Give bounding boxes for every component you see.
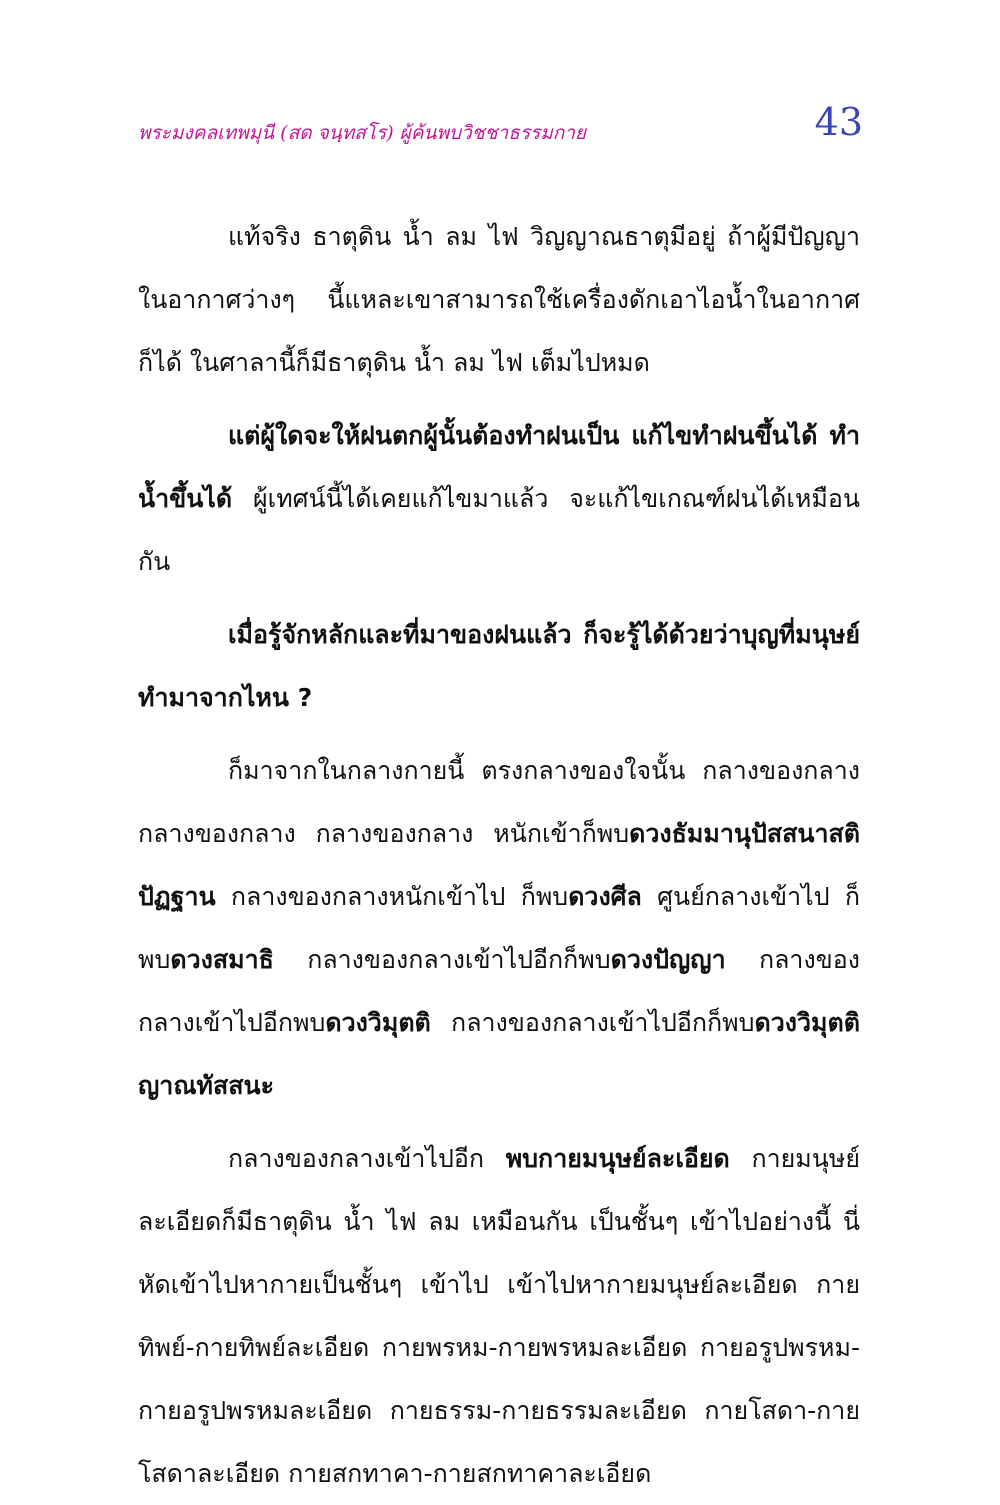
paragraph-text: กลางของกลางเข้าไปอีกก็พบ [430, 1008, 755, 1037]
bold-text: ดวงวิมุตติญาณทัสสนะ [138, 1008, 860, 1100]
page-body [138, 205, 860, 1505]
bold-text: แต่ผู้ใดจะให้ฝนตกผู้นั้นต้องทำฝนเป็น แก้ไขทำฝนขึ้นได้ ทำน้ำขึ้นได้ [138, 421, 860, 513]
paragraph-text: ผู้เทศน์นี้ได้เคยแก้ไขมาแล้ว จะแก้ไขเกณฑ์ฝนได้เหมือนกัน [138, 484, 860, 576]
paragraph-text: แท้จริง ธาตุดิน น้ำ ลม ไฟ วิญญาณธาตุมีอยู่ ถ้าผู้มีปัญญา ในอากาศว่างๆ นี้แหละเขาสามารถใช้เครื่องดักเอาไอน้ำในอากาศ ก็ได้ ในศาลานี้ก็มีธาตุดิน น้ำ ลม ไฟ เต็มไปหมด [138, 222, 860, 377]
bold-text: ดวงวิมุตติ [325, 1008, 431, 1037]
bold-text: ดวงธัมมานุปัสสนาสติปัฏฐาน [138, 819, 860, 911]
paragraph-text: กลางของกลางเข้าไปอีกก็พบ [273, 945, 611, 974]
page-number: 43 [814, 100, 863, 144]
paragraph-text: กลางของกลางหนักเข้าไป ก็พบ [215, 882, 569, 911]
paragraph-2 [138, 404, 860, 593]
bold-text: เมื่อรู้จักหลักและที่มาของฝนแล้ว ก็จะรู้ได้ด้วยว่าบุญที่มนุษย์ทำมาจากไหน ? [138, 620, 860, 712]
bold-text: ดวงปัญญา [610, 945, 726, 974]
paragraph-text: ศูนย์กลางเข้าไป ก็พบ [138, 882, 860, 974]
paragraph-1 [138, 205, 860, 394]
paragraph-text: กลางของกลางเข้าไปอีก [228, 1144, 506, 1173]
paragraph-3 [138, 603, 860, 729]
running-title: พระมงคลเทพมุนี (สด จนฺทสโร) ผู้ค้นพบวิชชาธรรมกาย [138, 122, 587, 144]
paragraph-4 [138, 739, 860, 1117]
bold-text: พบกายมนุษย์ละเอียด [505, 1144, 730, 1173]
page-header [138, 100, 865, 160]
paragraph-text: กายมนุษย์ละเอียดก็มีธาตุดิน น้ำ ไฟ ลม เหมือนกัน เป็นชั้นๆ เข้าไปอย่างนี้ นี่หัดเข้าไปหากายเป็นชั้นๆ เข้าไป เข้าไปหากายมนุษย์ละเอียด กายทิพย์-กายทิพย์ละเอียด กายพรหม-กายพรหมละเอียด กายอรูปพรหม-กายอรูปพรหมละเอียด กายธรรม-กายธรรมละเอียด กายโสดา-กายโสดาละเอียด กายสกทาคา-กายสกทาคาละเอียด [138, 1144, 860, 1488]
paragraph-text: กลางของกลางเข้าไปอีกพบ [138, 945, 860, 1037]
bold-text: ดวงสมาธิ [170, 945, 274, 974]
paragraph-5 [138, 1127, 860, 1505]
paragraph-text: ก็มาจากในกลางกายนี้ ตรงกลางของใจนั้น กลางของกลาง กลางของกลาง กลางของกลาง หนักเข้าก็พบ [138, 756, 860, 848]
bold-text: ดวงศีล [568, 882, 642, 911]
